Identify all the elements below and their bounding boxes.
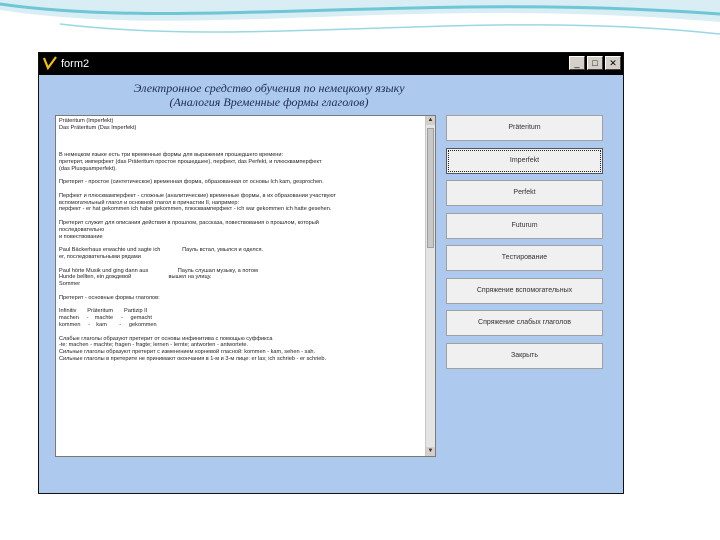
text-line bbox=[59, 240, 421, 247]
btn-8-button[interactable]: Закрыть bbox=[446, 343, 603, 369]
text-line bbox=[59, 138, 421, 145]
minimize-button[interactable]: _ bbox=[569, 56, 585, 70]
btn-7-button[interactable]: Спряжение слабых глаголов bbox=[446, 310, 603, 336]
app-window bbox=[38, 52, 624, 494]
text-line: Hunde bellten, ein дождевой вышел на улицу. bbox=[59, 274, 212, 281]
text-line: Претерит - основные формы глаголов: bbox=[59, 294, 160, 301]
text-line bbox=[59, 302, 421, 309]
grammar-text-area[interactable] bbox=[55, 115, 436, 457]
text-line: и повествование bbox=[59, 233, 103, 240]
btn-3-button[interactable]: Perfekt bbox=[446, 180, 603, 206]
text-line: er, последовательными рядами bbox=[59, 253, 141, 260]
text-line: вспомогательный глагол и основной глагол в причастии II, например: bbox=[59, 199, 240, 206]
text-line: Претерит служит для описания действия в прошлом, рассказа, повествования о прошлом, который bbox=[59, 219, 319, 226]
text-line: Infinitiv Präteritum Partizip II bbox=[59, 308, 148, 315]
text-line bbox=[59, 288, 421, 295]
text-line: Сильные глаголы в претерите не принимают окончания в 1-м и 3-м лице: er las; ich schrieb - er schrieb. bbox=[59, 355, 327, 362]
text-line: kommen - kam - gekommen bbox=[59, 321, 157, 328]
menu-buttons bbox=[446, 115, 603, 375]
text-line: -te: machen - machte; fragen - fragte; lernen - lernte; antworten - antwortete. bbox=[59, 342, 249, 349]
text-line bbox=[59, 261, 421, 268]
slide-decoration bbox=[0, 0, 720, 60]
text-line: (das Plusquamperfekt). bbox=[59, 165, 117, 172]
text-line bbox=[59, 172, 421, 179]
text-line: перфект - er hat gekommen ich habe gekommen, плюсквамперфект - ich war gekommen ich hatte gesehen. bbox=[59, 206, 332, 213]
btn-2-button[interactable]: Imperfekt bbox=[446, 148, 603, 174]
text-line: претерит, имперфект (das Präteritum простое прошедшее), перфект, das Perfekt, и плюсквамперфект bbox=[59, 158, 322, 165]
grammar-text bbox=[59, 118, 421, 363]
text-line: Слабые глаголы образуют претерит от основы инфинитива с помощью суффикса bbox=[59, 335, 273, 342]
app-heading bbox=[99, 81, 439, 109]
text-line bbox=[59, 145, 421, 152]
btn-6-button[interactable]: Спряжение вспомогательных bbox=[446, 278, 603, 304]
text-line: Перфект и плюсквамперфект - сложные (аналитические) временные формы, в их образовании участвуют bbox=[59, 192, 336, 199]
text-line: Paul hörte Musik und ging dann aus Пауль слушал музыку, а потом bbox=[59, 267, 258, 274]
vertical-scrollbar[interactable] bbox=[425, 116, 435, 456]
maximize-button[interactable]: □ bbox=[587, 56, 603, 70]
window-title: form2 bbox=[61, 58, 90, 70]
text-line: Das Präteritum (Das Imperfekt) bbox=[59, 124, 137, 131]
heading-line-1: Электронное средство обучения по немецкому языку bbox=[133, 81, 405, 95]
scroll-thumb[interactable] bbox=[427, 128, 434, 248]
text-line: Претерит - простое (синтетическое) временная форма, образованная от основы Ich kam, gesprochen. bbox=[59, 179, 324, 186]
title-bar bbox=[39, 53, 623, 75]
text-line: Präteritum (Imperfekt) bbox=[59, 118, 114, 124]
text-line: machen - machte - gemacht bbox=[59, 315, 152, 322]
text-line: последовательно bbox=[59, 226, 105, 233]
text-line: Paul Bäckerhaus erwachte und sagte ich Пауль встал, умылся и оделся. bbox=[59, 247, 264, 254]
text-line: Сильные глаголы образуют претерит с изменением корневой гласной: kommen - kam, sehen - sah. bbox=[59, 349, 316, 356]
text-line bbox=[59, 329, 421, 336]
close-button[interactable]: ✕ bbox=[605, 56, 621, 70]
text-line bbox=[59, 186, 421, 193]
scroll-up-icon[interactable]: ▲ bbox=[427, 117, 434, 123]
heading-line-2: (Аналогия Временные формы глаголов) bbox=[169, 95, 369, 109]
text-line: Sommer bbox=[59, 281, 81, 288]
btn-4-button[interactable]: Futurum bbox=[446, 213, 603, 239]
scroll-down-icon[interactable]: ▼ bbox=[427, 448, 434, 454]
btn-1-button[interactable]: Präteritum bbox=[446, 115, 603, 141]
btn-5-button[interactable]: Тестирование bbox=[446, 245, 603, 271]
text-line bbox=[59, 213, 421, 220]
app-logo-icon bbox=[43, 56, 57, 70]
text-line: В немецком языке есть три временные формы для выражения прошедшего времени: bbox=[59, 151, 284, 158]
text-line bbox=[59, 132, 421, 139]
